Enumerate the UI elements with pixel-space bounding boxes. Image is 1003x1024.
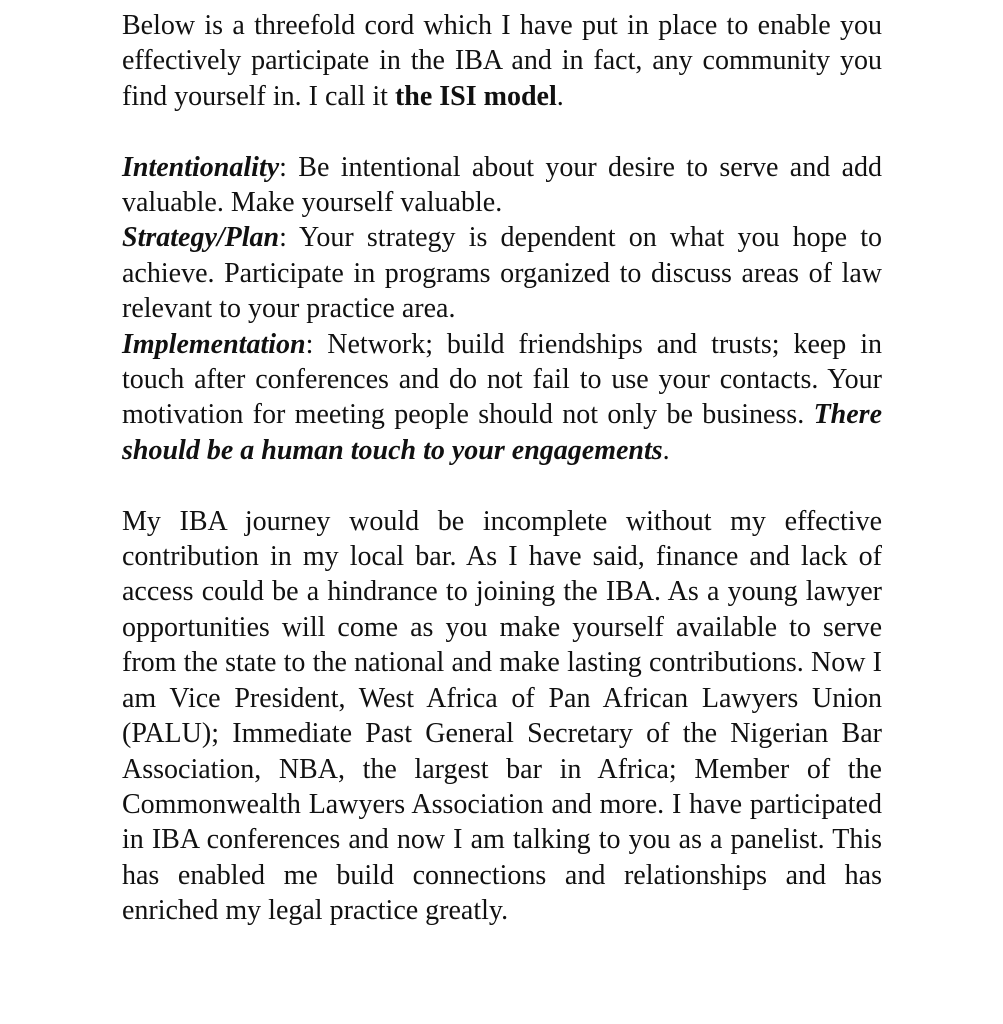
journey-paragraph (122, 504, 882, 929)
intro-paragraph (122, 8, 882, 114)
strategy-term: Strategy/Plan (122, 222, 280, 254)
implementation-paragraph (122, 327, 882, 469)
intentionality-term: Intentionality (122, 151, 280, 183)
implementation-term: Implementation (122, 328, 306, 360)
isi-model-name: the ISI model (394, 80, 557, 112)
implementation-emphasis: There should be a human touch to your engagements (122, 399, 882, 466)
paragraph-gap (122, 468, 882, 503)
document-page (122, 8, 882, 929)
implementation-end: . (662, 434, 670, 466)
intentionality-text: : Be intentional about your desire to serve and add valuable. Make yourself valuable. (122, 151, 882, 219)
strategy-text: : Your strategy is dependent on what you hope to achieve. Participate in programs organized to discuss areas of law relevant to your practice area. (122, 222, 882, 325)
intentionality-paragraph (122, 150, 882, 221)
journey-text: My IBA journey would be incomplete without my effective contribution in my local bar. As I have said, finance and lack of access could be a hindrance to joining the IBA. As a young lawyer opportunities will come as you make yourself available to serve from the state to the national and make lasting contributions. Now I am Vice President, West Africa of Pan African Lawyers Union (PALU); Immediate Past General Secretary of the Nigerian Bar Association, NBA, the largest bar in Africa; Member of the Commonwealth Lawyers Association and more. I have participated in IBA conferences and now I am talking to you as a panelist. This has enabled me build connections and relationships and has enriched my legal practice greatly. (122, 505, 882, 927)
paragraph-gap (122, 114, 882, 149)
strategy-paragraph (122, 220, 882, 326)
intro-text: Below is a threefold cord which I have put in place to enable you effectively participate in the IBA and in fact, any community you find yourself in. I call it (122, 10, 882, 112)
intro-end: . (556, 80, 564, 112)
implementation-text: : Network; build friendships and trusts; keep in touch after conferences and do not fail to use your contacts. Your motivation for meeting people should not only be business. (122, 328, 882, 431)
